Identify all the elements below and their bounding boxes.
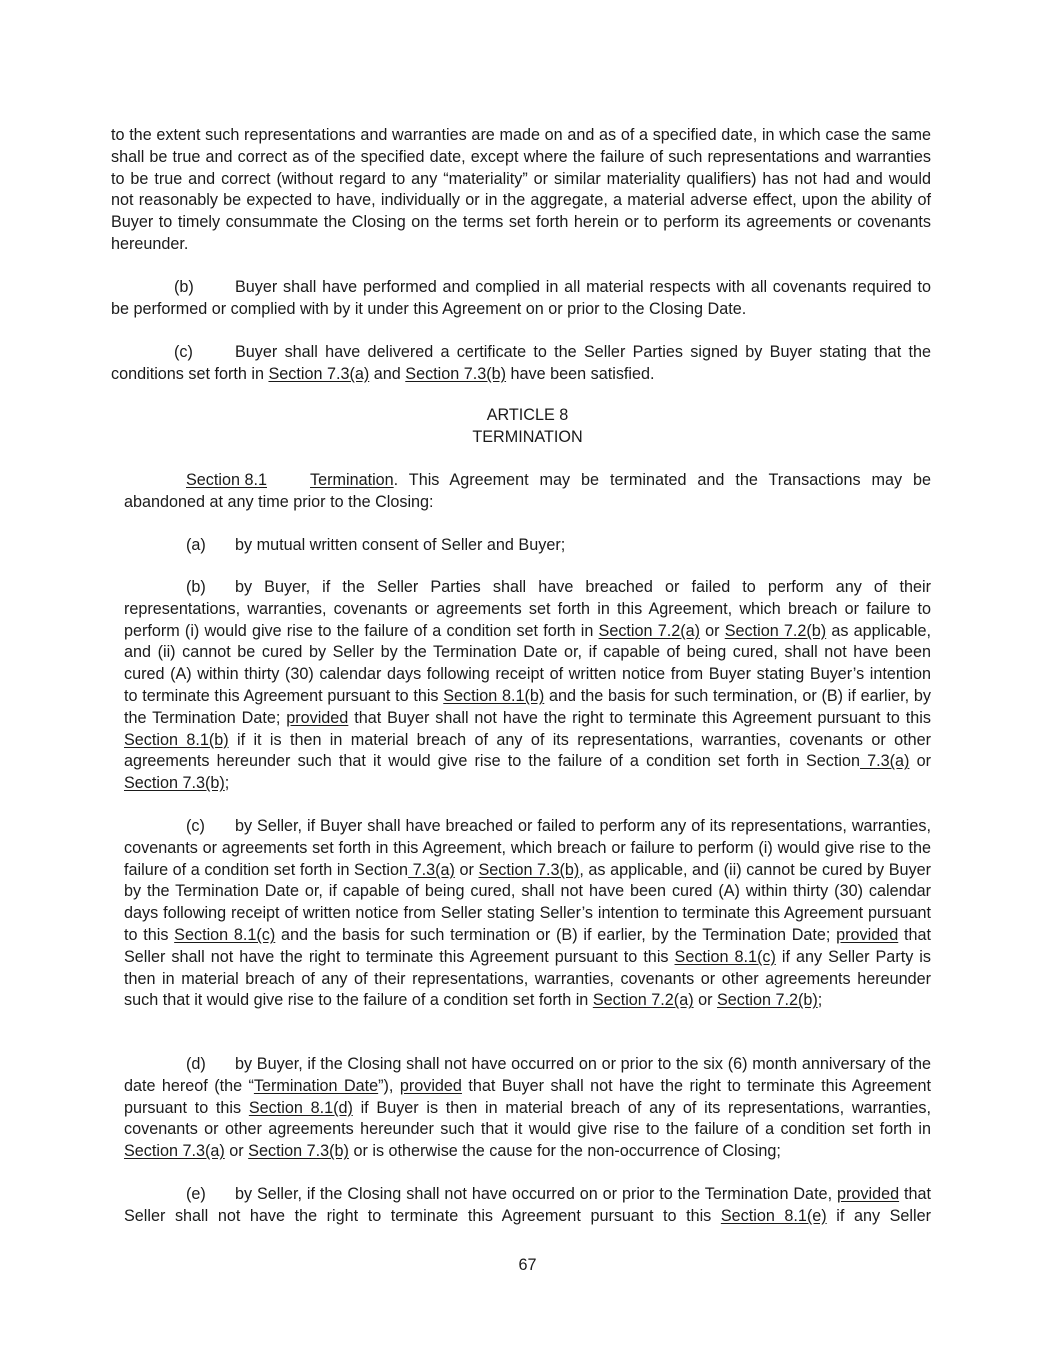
item-b-label: (b): [186, 578, 206, 596]
termination-item-d: [124, 1054, 931, 1163]
item-d-ref-8-1-d: Section 8.1(d): [248, 1098, 353, 1117]
condition-c-text-2: and: [369, 364, 406, 383]
item-c-text-5: that Seller shall not have the right to terminate this Agreement pursuant to this: [124, 925, 931, 966]
item-c-label: (c): [186, 817, 205, 835]
article-title: TERMINATION: [472, 428, 583, 446]
item-c-ref-7-2-a: Section 7.2(a): [592, 991, 694, 1010]
article-number: ARTICLE 8: [486, 406, 569, 424]
item-d-text-2: ”),: [378, 1076, 400, 1095]
item-b-ref-7-2-b: Section 7.2(b): [724, 621, 827, 640]
item-c-text-4: and the basis for such termination or (B) if earlier, by the Termination Date;: [275, 925, 837, 944]
section-7-3-a-ref: Section 7.3(a): [268, 364, 370, 383]
item-b-text-3: as applicable, and (ii) cannot be cured by Seller by the Termination Date or, if capable of being cured, shall not have been cured (A) within thirty (30) calendar days following receipt of written notice from Buyer stating Buyer’s intention to terminate this Agreement pursuant to this: [124, 621, 931, 705]
page-number: 67: [518, 1256, 537, 1274]
item-b-text-2: or: [699, 621, 725, 640]
section-8-1-text: . This Agreement may be terminated and the Transactions may be abandoned at any time prior to the Closing:: [124, 471, 931, 511]
termination-item-c: [124, 816, 931, 1012]
item-c-text-3: , as applicable, and (ii) cannot be cured by Buyer by the Termination Date or, if capable of being cured, shall not have been cured (A) within thirty (30) calendar days following receipt of written notice from Seller stating Seller’s intention to terminate this Agreement pursuant to this: [124, 860, 931, 944]
item-b-ref-7-2-a: Section 7.2(a): [598, 621, 700, 640]
termination-item-b: [124, 577, 931, 795]
item-e-ref-8-1-e: Section 8.1(e): [720, 1206, 827, 1225]
item-c-text-8: ;: [817, 991, 823, 1010]
item-b-ref-7-3-b: Section 7.3(b): [124, 774, 225, 793]
item-c-ref-8-1-c: Section 8.1(c): [174, 925, 276, 944]
item-b-text-6: if it is then in material breach of any of its representations, warranties, covenants or other agreements hereunder such that it would give rise to the failure of a condition set forth in Section: [124, 730, 931, 771]
item-d-ref-7-3-b: Section 7.3(b): [248, 1142, 349, 1161]
item-e-label: (e): [186, 1185, 206, 1203]
condition-b-label: (b): [174, 278, 194, 296]
condition-c-paragraph: [111, 342, 931, 386]
item-c-ref-7-3-a: 7.3(a): [408, 860, 455, 879]
item-d-provided: provided: [399, 1076, 462, 1095]
item-d-text-1: by Buyer, if the Closing shall not have occurred on or prior to the six (6) month anniversary of the date hereof (the “: [124, 1055, 931, 1095]
item-d-termination-date-term: Termination Date: [253, 1076, 379, 1095]
item-b-provided: provided: [286, 708, 349, 727]
item-c-text-7: or: [693, 991, 717, 1010]
condition-c-label: (c): [174, 343, 193, 361]
item-d-ref-7-3-a: Section 7.3(a): [124, 1142, 225, 1161]
item-d-text-5: or: [224, 1142, 249, 1161]
item-d-text-3: that Buyer shall not have the right to terminate this Agreement pursuant to this: [124, 1076, 931, 1117]
section-8-1-ref: Section 8.1: [186, 471, 267, 489]
item-a-label: (a): [186, 536, 206, 554]
item-b-text-5: that Buyer shall not have the right to terminate this Agreement pursuant to this: [348, 708, 931, 727]
item-c-text-2: or: [454, 860, 479, 879]
condition-c-text: Buyer shall have delivered a certificate to the Seller Parties signed by Buyer stating that the conditions set forth in: [111, 343, 931, 383]
item-c-ref-7-2-b: Section 7.2(b): [716, 991, 818, 1010]
item-e-text-1: by Seller, if the Closing shall not have occurred on or prior to the Termination Date,: [235, 1185, 837, 1203]
item-b-text-8: ;: [224, 774, 230, 793]
item-b-ref-7-3-a: 7.3(a): [860, 752, 910, 771]
item-c-ref-7-3-b: Section 7.3(b): [478, 860, 580, 879]
intro-paragraph: to the extent such representations and warranties are made on and as of a specified date, in which case the same shall be true and correct as of the specified date, except where the failure of such representations and warranties to be true and correct (without regard to any “materiality” or similar materiality qualifiers) has not had and would not reasonably be expected to have, individually or in the aggregate, a material adverse effect, upon the ability of Buyer to timely consummate the Closing on the terms set forth herein or to perform its agreements or covenants hereunder.: [111, 126, 931, 253]
item-d-text-6: or is otherwise the cause for the non-occurrence of Closing;: [348, 1142, 781, 1161]
section-8-1-paragraph: [124, 470, 931, 514]
item-b-ref-8-1-b-2: Section 8.1(b): [124, 730, 229, 749]
item-b-text-4: and the basis for such termination, or (B) if earlier, by the Termination Date;: [124, 686, 931, 727]
condition-b-text: Buyer shall have performed and complied in all material respects with all covenants required to be performed or complied with by it under this Agreement on or prior to the Closing Date.: [111, 278, 931, 318]
item-a-text: by mutual written consent of Seller and Buyer;: [235, 536, 566, 554]
item-c-ref-8-1-c-2: Section 8.1(c): [674, 947, 776, 966]
item-b-ref-8-1-b: Section 8.1(b): [443, 686, 545, 705]
condition-b-paragraph: [111, 277, 931, 321]
item-d-label: (d): [186, 1055, 206, 1073]
item-e-text-3: if any Seller: [826, 1206, 931, 1225]
item-c-text-1: by Seller, if Buyer shall have breached or failed to perform any of its representations, warranties, covenants or agreements set forth in this Agreement, which breach or failure to perform (i) would give rise to the failure of a condition set forth in Section: [124, 817, 931, 879]
item-b-text-1: by Buyer, if the Seller Parties shall have breached or failed to perform any of their representations, warranties, covenants or agreements set forth in this Agreement, which breach or failure to perform (i) would give rise to the failure of a condition set forth in: [124, 578, 931, 640]
termination-item-a: [124, 535, 931, 557]
item-e-text-2: that Seller shall not have the right to terminate this Agreement pursuant to this: [124, 1185, 932, 1225]
item-d-text-4: if Buyer is then in material breach of any of its representations, warranties, covenants or other agreements hereunder such that it would give rise to the failure of a condition set forth in: [124, 1098, 931, 1139]
termination-item-e: [124, 1184, 931, 1228]
item-c-text-6: if any Seller Party is then in material breach of any of their representations, warranties, covenants or other agreements hereunder such that it would give rise to the failure of a condition set forth in: [124, 947, 931, 1010]
item-e-provided: provided: [836, 1185, 900, 1203]
item-b-text-7: or: [909, 752, 931, 771]
item-c-provided: provided: [836, 925, 899, 944]
section-7-3-b-ref: Section 7.3(b): [405, 364, 507, 383]
section-8-1-heading: Termination: [310, 471, 394, 489]
condition-c-text-3: have been satisfied.: [506, 364, 655, 383]
